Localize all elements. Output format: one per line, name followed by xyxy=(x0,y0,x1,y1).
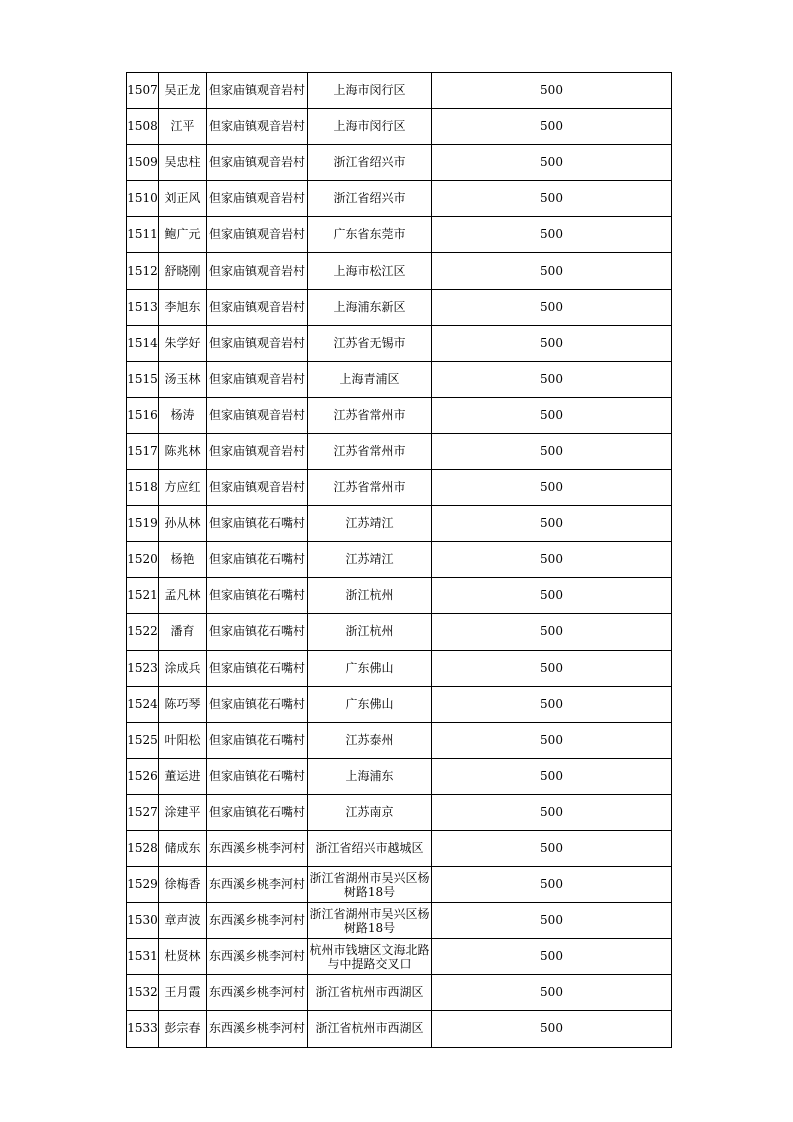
name-cell: 杜贤林 xyxy=(159,939,207,975)
table-row xyxy=(127,758,672,794)
table-body xyxy=(127,73,672,1048)
row-number-cell: 1532 xyxy=(127,975,159,1011)
name-cell: 涂成兵 xyxy=(159,650,207,686)
amount-cell: 500 xyxy=(432,145,672,181)
name-cell: 吴忠柱 xyxy=(159,145,207,181)
location-cell: 广东佛山 xyxy=(308,650,432,686)
village-cell: 但家庙镇观音岩村 xyxy=(207,433,308,469)
village-cell: 但家庙镇观音岩村 xyxy=(207,73,308,109)
amount-cell: 500 xyxy=(432,830,672,866)
table-row xyxy=(127,794,672,830)
location-cell: 上海市闵行区 xyxy=(308,73,432,109)
table-row xyxy=(127,686,672,722)
row-number-cell: 1521 xyxy=(127,578,159,614)
table-row xyxy=(127,903,672,939)
village-cell: 但家庙镇观音岩村 xyxy=(207,145,308,181)
table-row xyxy=(127,830,672,866)
location-cell: 浙江省绍兴市越城区 xyxy=(308,830,432,866)
location-cell: 浙江杭州 xyxy=(308,578,432,614)
row-number-cell: 1527 xyxy=(127,794,159,830)
amount-cell: 500 xyxy=(432,542,672,578)
row-number-cell: 1529 xyxy=(127,867,159,903)
table-row xyxy=(127,397,672,433)
amount-cell: 500 xyxy=(432,722,672,758)
subsidy-table xyxy=(126,72,672,1048)
table-row xyxy=(127,325,672,361)
village-cell: 东西溪乡桃李河村 xyxy=(207,867,308,903)
row-number-cell: 1512 xyxy=(127,253,159,289)
village-cell: 但家庙镇花石嘴村 xyxy=(207,686,308,722)
village-cell: 东西溪乡桃李河村 xyxy=(207,830,308,866)
village-cell: 但家庙镇花石嘴村 xyxy=(207,758,308,794)
row-number-cell: 1525 xyxy=(127,722,159,758)
village-cell: 但家庙镇花石嘴村 xyxy=(207,794,308,830)
amount-cell: 500 xyxy=(432,975,672,1011)
village-cell: 东西溪乡桃李河村 xyxy=(207,903,308,939)
row-number-cell: 1528 xyxy=(127,830,159,866)
location-cell: 江苏省常州市 xyxy=(308,397,432,433)
name-cell: 方应红 xyxy=(159,470,207,506)
row-number-cell: 1524 xyxy=(127,686,159,722)
amount-cell: 500 xyxy=(432,614,672,650)
village-cell: 但家庙镇观音岩村 xyxy=(207,325,308,361)
location-cell: 上海青浦区 xyxy=(308,361,432,397)
amount-cell: 500 xyxy=(432,361,672,397)
location-cell: 浙江杭州 xyxy=(308,614,432,650)
location-cell: 广东佛山 xyxy=(308,686,432,722)
location-cell: 上海浦东 xyxy=(308,758,432,794)
location-cell: 上海浦东新区 xyxy=(308,289,432,325)
name-cell: 孟凡林 xyxy=(159,578,207,614)
row-number-cell: 1516 xyxy=(127,397,159,433)
location-cell: 江苏省常州市 xyxy=(308,433,432,469)
row-number-cell: 1520 xyxy=(127,542,159,578)
table-row xyxy=(127,73,672,109)
village-cell: 但家庙镇观音岩村 xyxy=(207,253,308,289)
row-number-cell: 1517 xyxy=(127,433,159,469)
row-number-cell: 1523 xyxy=(127,650,159,686)
location-cell: 江苏泰州 xyxy=(308,722,432,758)
name-cell: 储成东 xyxy=(159,830,207,866)
table-row xyxy=(127,361,672,397)
amount-cell: 500 xyxy=(432,1011,672,1047)
table-row xyxy=(127,939,672,975)
row-number-cell: 1522 xyxy=(127,614,159,650)
location-cell: 浙江省杭州市西湖区 xyxy=(308,975,432,1011)
name-cell: 吴正龙 xyxy=(159,73,207,109)
amount-cell: 500 xyxy=(432,867,672,903)
name-cell: 杨涛 xyxy=(159,397,207,433)
table-row xyxy=(127,217,672,253)
row-number-cell: 1513 xyxy=(127,289,159,325)
name-cell: 朱学好 xyxy=(159,325,207,361)
row-number-cell: 1515 xyxy=(127,361,159,397)
table-row xyxy=(127,1011,672,1047)
table-row xyxy=(127,289,672,325)
table-row xyxy=(127,867,672,903)
village-cell: 但家庙镇观音岩村 xyxy=(207,397,308,433)
village-cell: 东西溪乡桃李河村 xyxy=(207,939,308,975)
name-cell: 舒晓刚 xyxy=(159,253,207,289)
table-row xyxy=(127,145,672,181)
row-number-cell: 1530 xyxy=(127,903,159,939)
name-cell: 鲍广元 xyxy=(159,217,207,253)
location-cell: 江苏省常州市 xyxy=(308,470,432,506)
amount-cell: 500 xyxy=(432,325,672,361)
amount-cell: 500 xyxy=(432,939,672,975)
amount-cell: 500 xyxy=(432,470,672,506)
row-number-cell: 1518 xyxy=(127,470,159,506)
amount-cell: 500 xyxy=(432,794,672,830)
name-cell: 陈巧琴 xyxy=(159,686,207,722)
location-cell: 浙江省绍兴市 xyxy=(308,145,432,181)
village-cell: 但家庙镇花石嘴村 xyxy=(207,506,308,542)
table-row xyxy=(127,975,672,1011)
village-cell: 但家庙镇观音岩村 xyxy=(207,181,308,217)
table-row xyxy=(127,506,672,542)
village-cell: 但家庙镇观音岩村 xyxy=(207,470,308,506)
name-cell: 孙从林 xyxy=(159,506,207,542)
row-number-cell: 1510 xyxy=(127,181,159,217)
village-cell: 但家庙镇花石嘴村 xyxy=(207,650,308,686)
name-cell: 陈兆林 xyxy=(159,433,207,469)
amount-cell: 500 xyxy=(432,650,672,686)
table-row xyxy=(127,650,672,686)
row-number-cell: 1519 xyxy=(127,506,159,542)
name-cell: 李旭东 xyxy=(159,289,207,325)
table-row xyxy=(127,470,672,506)
amount-cell: 500 xyxy=(432,253,672,289)
amount-cell: 500 xyxy=(432,903,672,939)
location-cell: 江苏南京 xyxy=(308,794,432,830)
table-row xyxy=(127,722,672,758)
row-number-cell: 1507 xyxy=(127,73,159,109)
location-cell: 浙江省湖州市吴兴区杨树路18号 xyxy=(308,867,432,903)
village-cell: 但家庙镇花石嘴村 xyxy=(207,542,308,578)
amount-cell: 500 xyxy=(432,578,672,614)
table-row xyxy=(127,253,672,289)
table-row xyxy=(127,578,672,614)
amount-cell: 500 xyxy=(432,289,672,325)
table-row xyxy=(127,614,672,650)
row-number-cell: 1509 xyxy=(127,145,159,181)
row-number-cell: 1514 xyxy=(127,325,159,361)
amount-cell: 500 xyxy=(432,217,672,253)
name-cell: 刘正风 xyxy=(159,181,207,217)
name-cell: 王月霞 xyxy=(159,975,207,1011)
name-cell: 叶阳松 xyxy=(159,722,207,758)
name-cell: 涂建平 xyxy=(159,794,207,830)
amount-cell: 500 xyxy=(432,397,672,433)
amount-cell: 500 xyxy=(432,758,672,794)
name-cell: 杨艳 xyxy=(159,542,207,578)
village-cell: 但家庙镇观音岩村 xyxy=(207,109,308,145)
village-cell: 但家庙镇观音岩村 xyxy=(207,217,308,253)
location-cell: 上海市闵行区 xyxy=(308,109,432,145)
row-number-cell: 1508 xyxy=(127,109,159,145)
amount-cell: 500 xyxy=(432,73,672,109)
location-cell: 浙江省湖州市吴兴区杨树路18号 xyxy=(308,903,432,939)
amount-cell: 500 xyxy=(432,181,672,217)
table-row xyxy=(127,542,672,578)
location-cell: 杭州市钱塘区文海北路与中提路交叉口 xyxy=(308,939,432,975)
table-row xyxy=(127,181,672,217)
location-cell: 广东省东莞市 xyxy=(308,217,432,253)
amount-cell: 500 xyxy=(432,686,672,722)
village-cell: 东西溪乡桃李河村 xyxy=(207,1011,308,1047)
village-cell: 但家庙镇花石嘴村 xyxy=(207,614,308,650)
amount-cell: 500 xyxy=(432,506,672,542)
name-cell: 汤玉林 xyxy=(159,361,207,397)
location-cell: 浙江省杭州市西湖区 xyxy=(308,1011,432,1047)
name-cell: 徐梅香 xyxy=(159,867,207,903)
table-row xyxy=(127,433,672,469)
amount-cell: 500 xyxy=(432,109,672,145)
row-number-cell: 1531 xyxy=(127,939,159,975)
village-cell: 但家庙镇观音岩村 xyxy=(207,361,308,397)
name-cell: 彭宗春 xyxy=(159,1011,207,1047)
row-number-cell: 1533 xyxy=(127,1011,159,1047)
name-cell: 江平 xyxy=(159,109,207,145)
row-number-cell: 1511 xyxy=(127,217,159,253)
location-cell: 江苏省无锡市 xyxy=(308,325,432,361)
table-row xyxy=(127,109,672,145)
village-cell: 但家庙镇观音岩村 xyxy=(207,289,308,325)
location-cell: 上海市松江区 xyxy=(308,253,432,289)
village-cell: 但家庙镇花石嘴村 xyxy=(207,578,308,614)
location-cell: 江苏靖江 xyxy=(308,506,432,542)
village-cell: 但家庙镇花石嘴村 xyxy=(207,722,308,758)
village-cell: 东西溪乡桃李河村 xyxy=(207,975,308,1011)
name-cell: 董运进 xyxy=(159,758,207,794)
name-cell: 潘育 xyxy=(159,614,207,650)
location-cell: 江苏靖江 xyxy=(308,542,432,578)
name-cell: 章声波 xyxy=(159,903,207,939)
row-number-cell: 1526 xyxy=(127,758,159,794)
location-cell: 浙江省绍兴市 xyxy=(308,181,432,217)
amount-cell: 500 xyxy=(432,433,672,469)
